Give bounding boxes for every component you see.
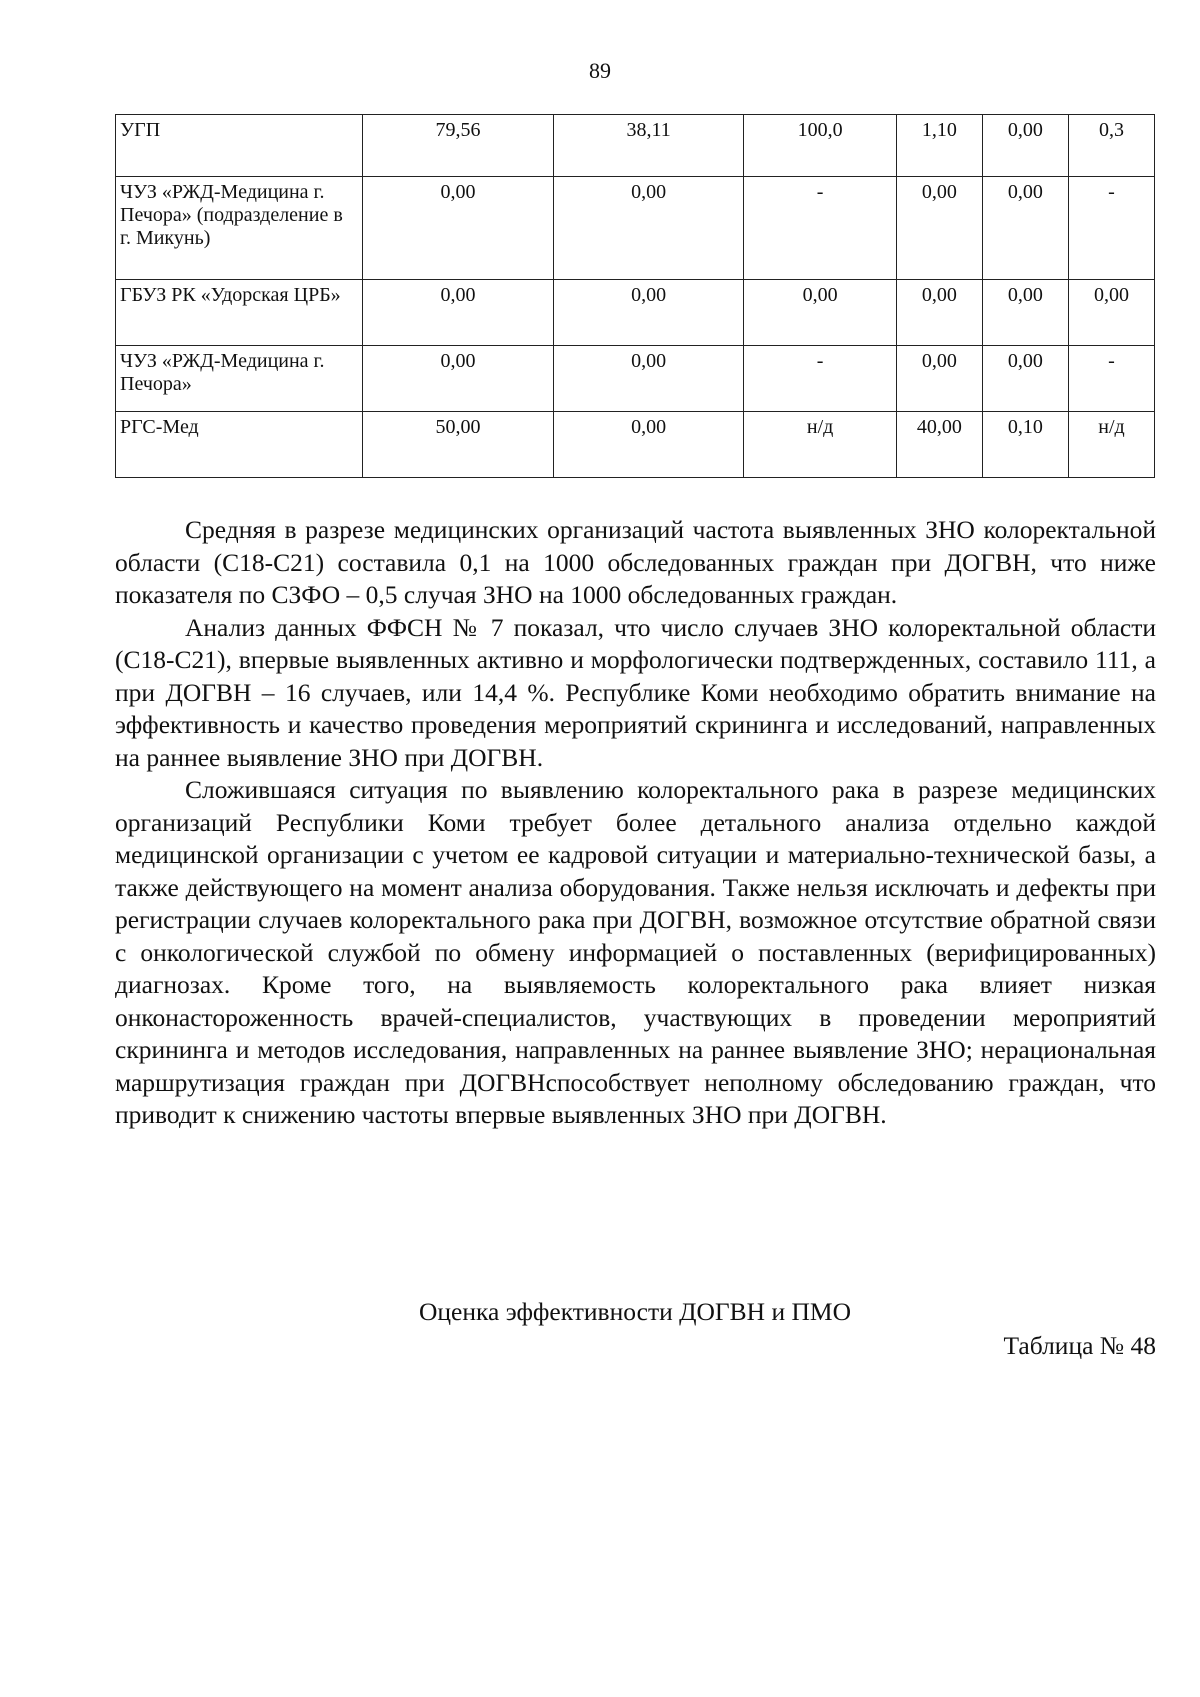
table-cell: 38,11 (553, 115, 744, 177)
table-cell: 0,10 (982, 412, 1068, 478)
table-cell: 1,10 (896, 115, 982, 177)
table-cell: 0,00 (553, 280, 744, 346)
table-cell: 0,00 (1068, 280, 1154, 346)
org-name: РГС-Мед (116, 412, 363, 478)
paragraph: Средняя в разрезе медицинских организаций частота выявленных ЗНО колоректальной области (С18-С21) составила 0,1 на 1000 обследованных граждан при ДОГВН, что ниже показателя по СЗФО – 0,5 случая ЗНО на 1000 обследованных граждан. (115, 515, 1156, 609)
table-cell: - (744, 177, 896, 280)
table-cell: 0,00 (982, 280, 1068, 346)
page-number: 89 (589, 58, 611, 83)
table-cell: 0,00 (982, 346, 1068, 412)
table-caption: Таблица № 48 (1003, 1331, 1156, 1360)
org-name: ЧУЗ «РЖД-Медицина г. Печора» (подразделение в г. Микунь) (116, 177, 363, 280)
table-cell: 0,00 (982, 177, 1068, 280)
paragraph: Анализ данных ФФСН № 7 показал, что число случаев ЗНО колоректальной области (С18-С21), впервые выявленных активно и морфологически подтвержденных, составило 111, а при ДОГВН – 16 случаев, или 14,4 %. Республике Коми необходимо обратить внимание на эффективность и качество проведения мероприятий скрининга и исследований, направленных на раннее выявление ЗНО при ДОГВН. (115, 612, 1156, 772)
table-row (116, 346, 1155, 412)
table-row (116, 115, 1155, 177)
table-cell: 0,00 (744, 280, 896, 346)
table-cell: 0,00 (896, 346, 982, 412)
table-cell: 0,00 (896, 177, 982, 280)
table-cell: 40,00 (896, 412, 982, 478)
table-cell: 0,00 (982, 115, 1068, 177)
table-cell: - (1068, 177, 1154, 280)
table-cell: 79,56 (363, 115, 554, 177)
paragraph: Сложившаяся ситуация по выявлению колоректального рака в разрезе медицинских организаций Республики Коми требует более детального анализа отдельно каждой медицинской организации с учетом ее кадровой ситуации и материально-технической базы, а также действующего на момент анализа оборудования. Также нельзя исключать и дефекты при регистрации случаев колоректального рака при ДОГВН, возможное отсутствие обратной связи с онкологической службой по обмену информацией о поставленных (верифицированных) диагнозах. Кроме того, на выявляемость колоректального рака влияет низкая онконастороженность врачей-специалистов, участвующих в проведении мероприятий скрининга и методов исследования, направленных на раннее выявление ЗНО; нерациональная маршрутизация граждан при ДОГВНспособствует неполному обследованию граждан, что приводит к снижению частоты впервые выявленных ЗНО при ДОГВН. (115, 775, 1156, 1129)
table-cell: н/д (744, 412, 896, 478)
org-name: ЧУЗ «РЖД-Медицина г. Печора» (116, 346, 363, 412)
table-cell: 0,3 (1068, 115, 1154, 177)
table-cell: 0,00 (553, 177, 744, 280)
table-cell: 0,00 (363, 346, 554, 412)
table-cell: 0,00 (553, 412, 744, 478)
table-cell: 0,00 (363, 177, 554, 280)
table-row (116, 177, 1155, 280)
table-cell: 0,00 (363, 280, 554, 346)
section-heading: Оценка эффективности ДОГВН и ПМО (418, 1297, 851, 1326)
table-cell: 0,00 (553, 346, 744, 412)
org-name: УГП (116, 115, 363, 177)
table-cell: 50,00 (363, 412, 554, 478)
table-cell: н/д (1068, 412, 1154, 478)
table-cell: 100,0 (744, 115, 896, 177)
table-cell: - (1068, 346, 1154, 412)
org-name: ГБУЗ РК «Удорская ЦРБ» (116, 280, 363, 346)
table-cell: - (744, 346, 896, 412)
table-cell: 0,00 (896, 280, 982, 346)
body-text (115, 514, 1156, 1132)
table-row (116, 412, 1155, 478)
table-row (116, 280, 1155, 346)
results-table (115, 114, 1155, 478)
